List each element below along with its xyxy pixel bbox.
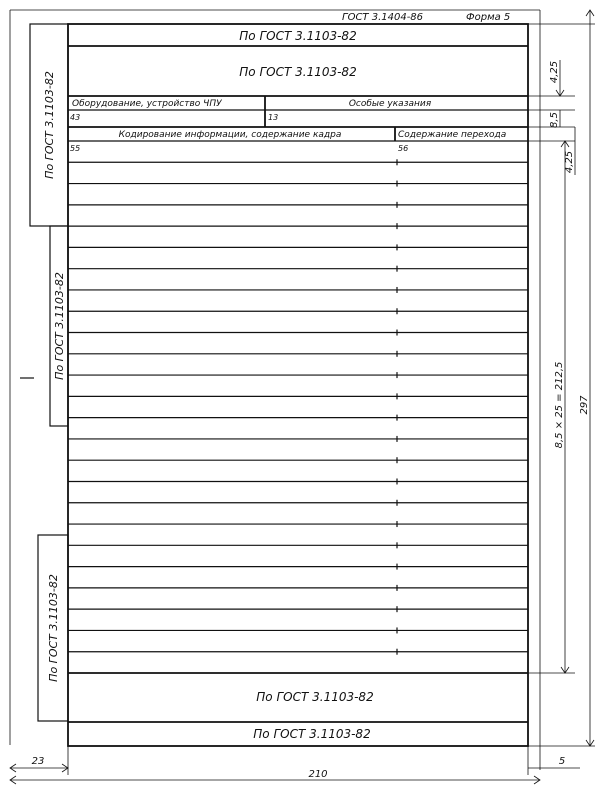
dim-rows-label: 8,5 × 25 = 212,5 — [554, 361, 565, 449]
left-stamp-text-1: По ГОСТ 3.1103-82 — [43, 71, 56, 179]
coding-field-number: 55 — [70, 144, 81, 153]
special-instructions-header: Особые указания — [348, 99, 432, 109]
form-label: Форма 5 — [466, 12, 511, 23]
gost-ref-bottom: По ГОСТ 3.1103-82 — [253, 727, 371, 741]
dim-height-label: 297 — [579, 395, 590, 415]
table-rows — [68, 159, 528, 654]
transition-field-number: 56 — [398, 144, 409, 153]
coding-header: Кодирование информации, содержание кадра — [118, 130, 342, 140]
gost-ref-top: По ГОСТ 3.1103-82 — [239, 29, 357, 43]
dim-right-label: 5 — [558, 756, 566, 767]
left-stamp-text-3: По ГОСТ 3.1103-82 — [47, 574, 60, 682]
dim-row-label: 8,5 — [549, 112, 560, 128]
standard-label: ГОСТ 3.1404-86 — [342, 12, 424, 23]
dim-width-label: 210 — [308, 769, 328, 780]
transition-header: Содержание перехода — [398, 130, 507, 140]
dim-top1-label: 4,25 — [549, 60, 560, 84]
left-stamp-text-2: По ГОСТ 3.1103-82 — [53, 272, 66, 380]
gost-ref-footer: По ГОСТ 3.1103-82 — [256, 690, 374, 704]
equipment-header: Оборудование, устройство ЧПУ — [72, 99, 222, 109]
dim-top2-label: 4,25 — [564, 150, 575, 174]
equipment-field-number: 43 — [70, 113, 81, 122]
instructions-field-number: 13 — [268, 113, 279, 122]
dim-left-label: 23 — [31, 756, 45, 767]
gost-ref-header: По ГОСТ 3.1103-82 — [239, 65, 357, 79]
